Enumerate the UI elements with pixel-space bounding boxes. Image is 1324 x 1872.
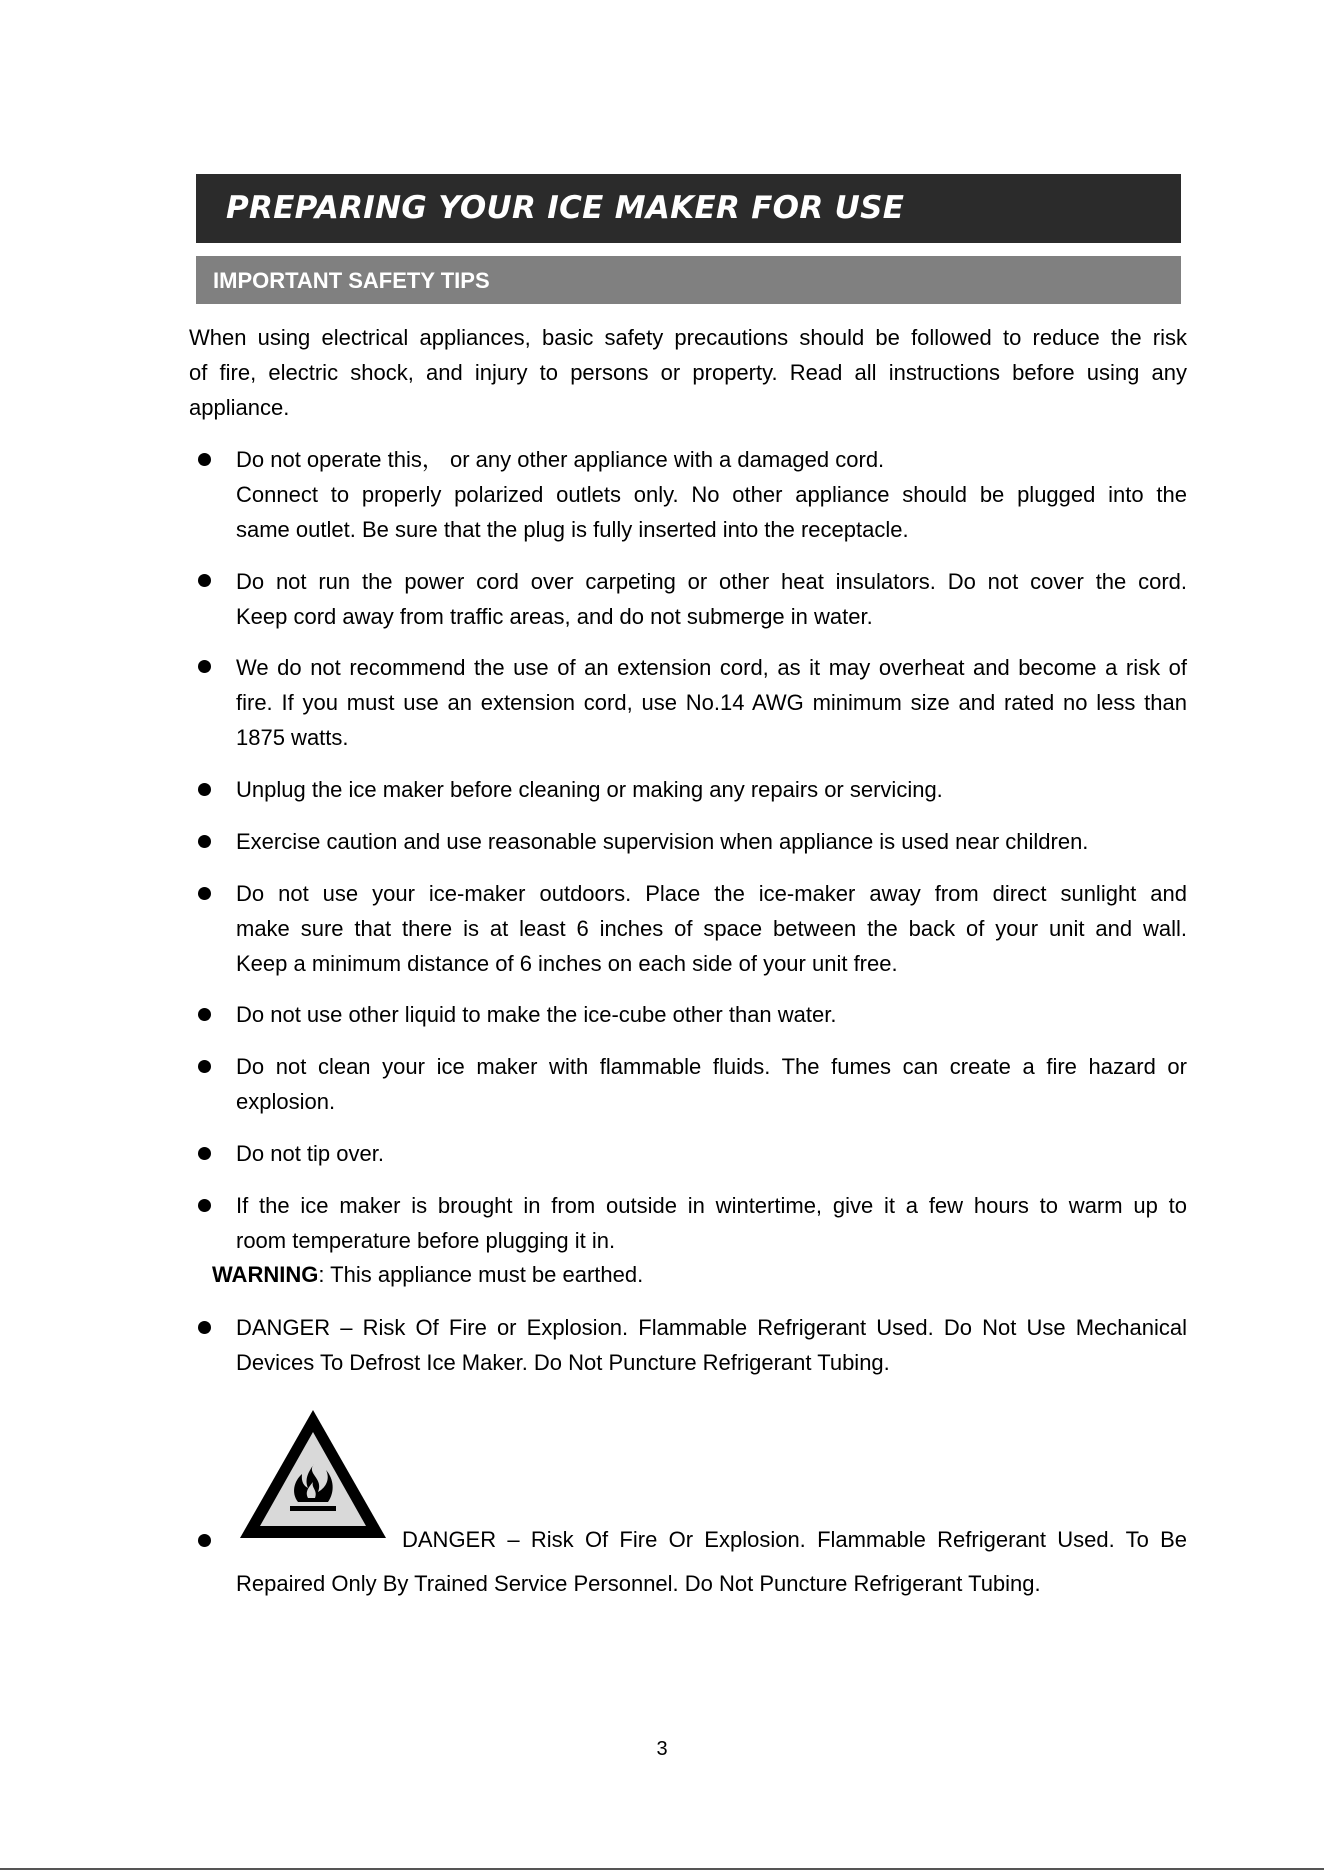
bullet-8 bbox=[198, 1060, 211, 1073]
bullet-9 bbox=[198, 1147, 211, 1160]
bullet-4 bbox=[198, 783, 211, 796]
page-number: 3 bbox=[656, 1738, 668, 1760]
danger-1-line-2: Devices To Defrost Ice Maker. Do Not Puncture Refrigerant Tubing. bbox=[236, 1350, 890, 1375]
bullet-6 bbox=[198, 887, 211, 900]
item-1-line-3: same outlet. Be sure that the plug is fully inserted into the receptacle. bbox=[236, 517, 909, 542]
danger-1-line-1: DANGER – Risk Of Fire or Explosion. Flammable Refrigerant Used. Do Not Use Mechanical bbox=[236, 1315, 1187, 1340]
page-title: PREPARING YOUR ICE MAKER FOR USE bbox=[196, 174, 1181, 243]
warning-label: WARNING bbox=[212, 1262, 319, 1287]
bullet-2 bbox=[198, 574, 211, 587]
flammable-warning-icon bbox=[238, 1408, 388, 1541]
item-6-line-3: Keep a minimum distance of 6 inches on each side of your unit free. bbox=[236, 951, 898, 976]
intro-line-3: appliance. bbox=[189, 395, 290, 420]
item-10-line-2: room temperature before plugging it in. bbox=[236, 1228, 616, 1253]
bullet-11 bbox=[198, 1321, 211, 1334]
bullet-3 bbox=[198, 660, 211, 673]
bullet-1 bbox=[198, 453, 211, 466]
item-3-line-2: fire. If you must use an extension cord, use No.14 AWG minimum size and rated no less than bbox=[236, 690, 1187, 715]
item-5-line-1: Exercise caution and use reasonable supervision when appliance is used near children. bbox=[236, 829, 1089, 854]
item-1-line-2: Connect to properly polarized outlets only. No other appliance should be plugged into the bbox=[236, 482, 1187, 507]
intro-line-2: of fire, electric shock, and injury to persons or property. Read all instructions before using any bbox=[189, 360, 1187, 385]
item-1-line-1: Do not operate this， or any other appliance with a damaged cord. bbox=[236, 447, 885, 472]
bullet-12 bbox=[198, 1534, 211, 1547]
item-2-line-2: Keep cord away from traffic areas, and do not submerge in water. bbox=[236, 604, 873, 629]
item-10-line-1: If the ice maker is brought in from outside in wintertime, give it a few hours to warm up to bbox=[236, 1193, 1187, 1218]
item-8-line-1: Do not clean your ice maker with flammable fluids. The fumes can create a fire hazard or bbox=[236, 1054, 1187, 1079]
item-7-line-1: Do not use other liquid to make the ice-cube other than water. bbox=[236, 1002, 837, 1027]
warning-text: : This appliance must be earthed. bbox=[318, 1262, 644, 1287]
item-2-line-1: Do not run the power cord over carpeting or other heat insulators. Do not cover the cord. bbox=[236, 569, 1187, 594]
danger-2-line-1: DANGER – Risk Of Fire Or Explosion. Flammable Refrigerant Used. To Be bbox=[402, 1527, 1187, 1552]
item-6-line-2: make sure that there is at least 6 inches of space between the back of your unit and wall. bbox=[236, 916, 1187, 941]
item-9-line-1: Do not tip over. bbox=[236, 1141, 384, 1166]
item-6-line-1: Do not use your ice-maker outdoors. Place the ice-maker away from direct sunlight and bbox=[236, 881, 1187, 906]
warning-line bbox=[212, 1257, 1187, 1292]
bullet-5 bbox=[198, 835, 211, 848]
danger-2-line-2: Repaired Only By Trained Service Personnel. Do Not Puncture Refrigerant Tubing. bbox=[236, 1571, 1041, 1596]
item-4-line-1: Unplug the ice maker before cleaning or making any repairs or servicing. bbox=[236, 777, 943, 802]
bullet-10 bbox=[198, 1199, 211, 1212]
footer-rule bbox=[0, 1868, 1324, 1870]
item-3-line-3: 1875 watts. bbox=[236, 725, 349, 750]
bullet-7 bbox=[198, 1008, 211, 1021]
intro-line-1: When using electrical appliances, basic safety precautions should be followed to reduce the risk bbox=[189, 325, 1187, 350]
item-8-line-2: explosion. bbox=[236, 1089, 336, 1114]
section-heading: IMPORTANT SAFETY TIPS bbox=[196, 256, 1181, 304]
item-3-line-1: We do not recommend the use of an extension cord, as it may overheat and become a risk of bbox=[236, 655, 1187, 680]
